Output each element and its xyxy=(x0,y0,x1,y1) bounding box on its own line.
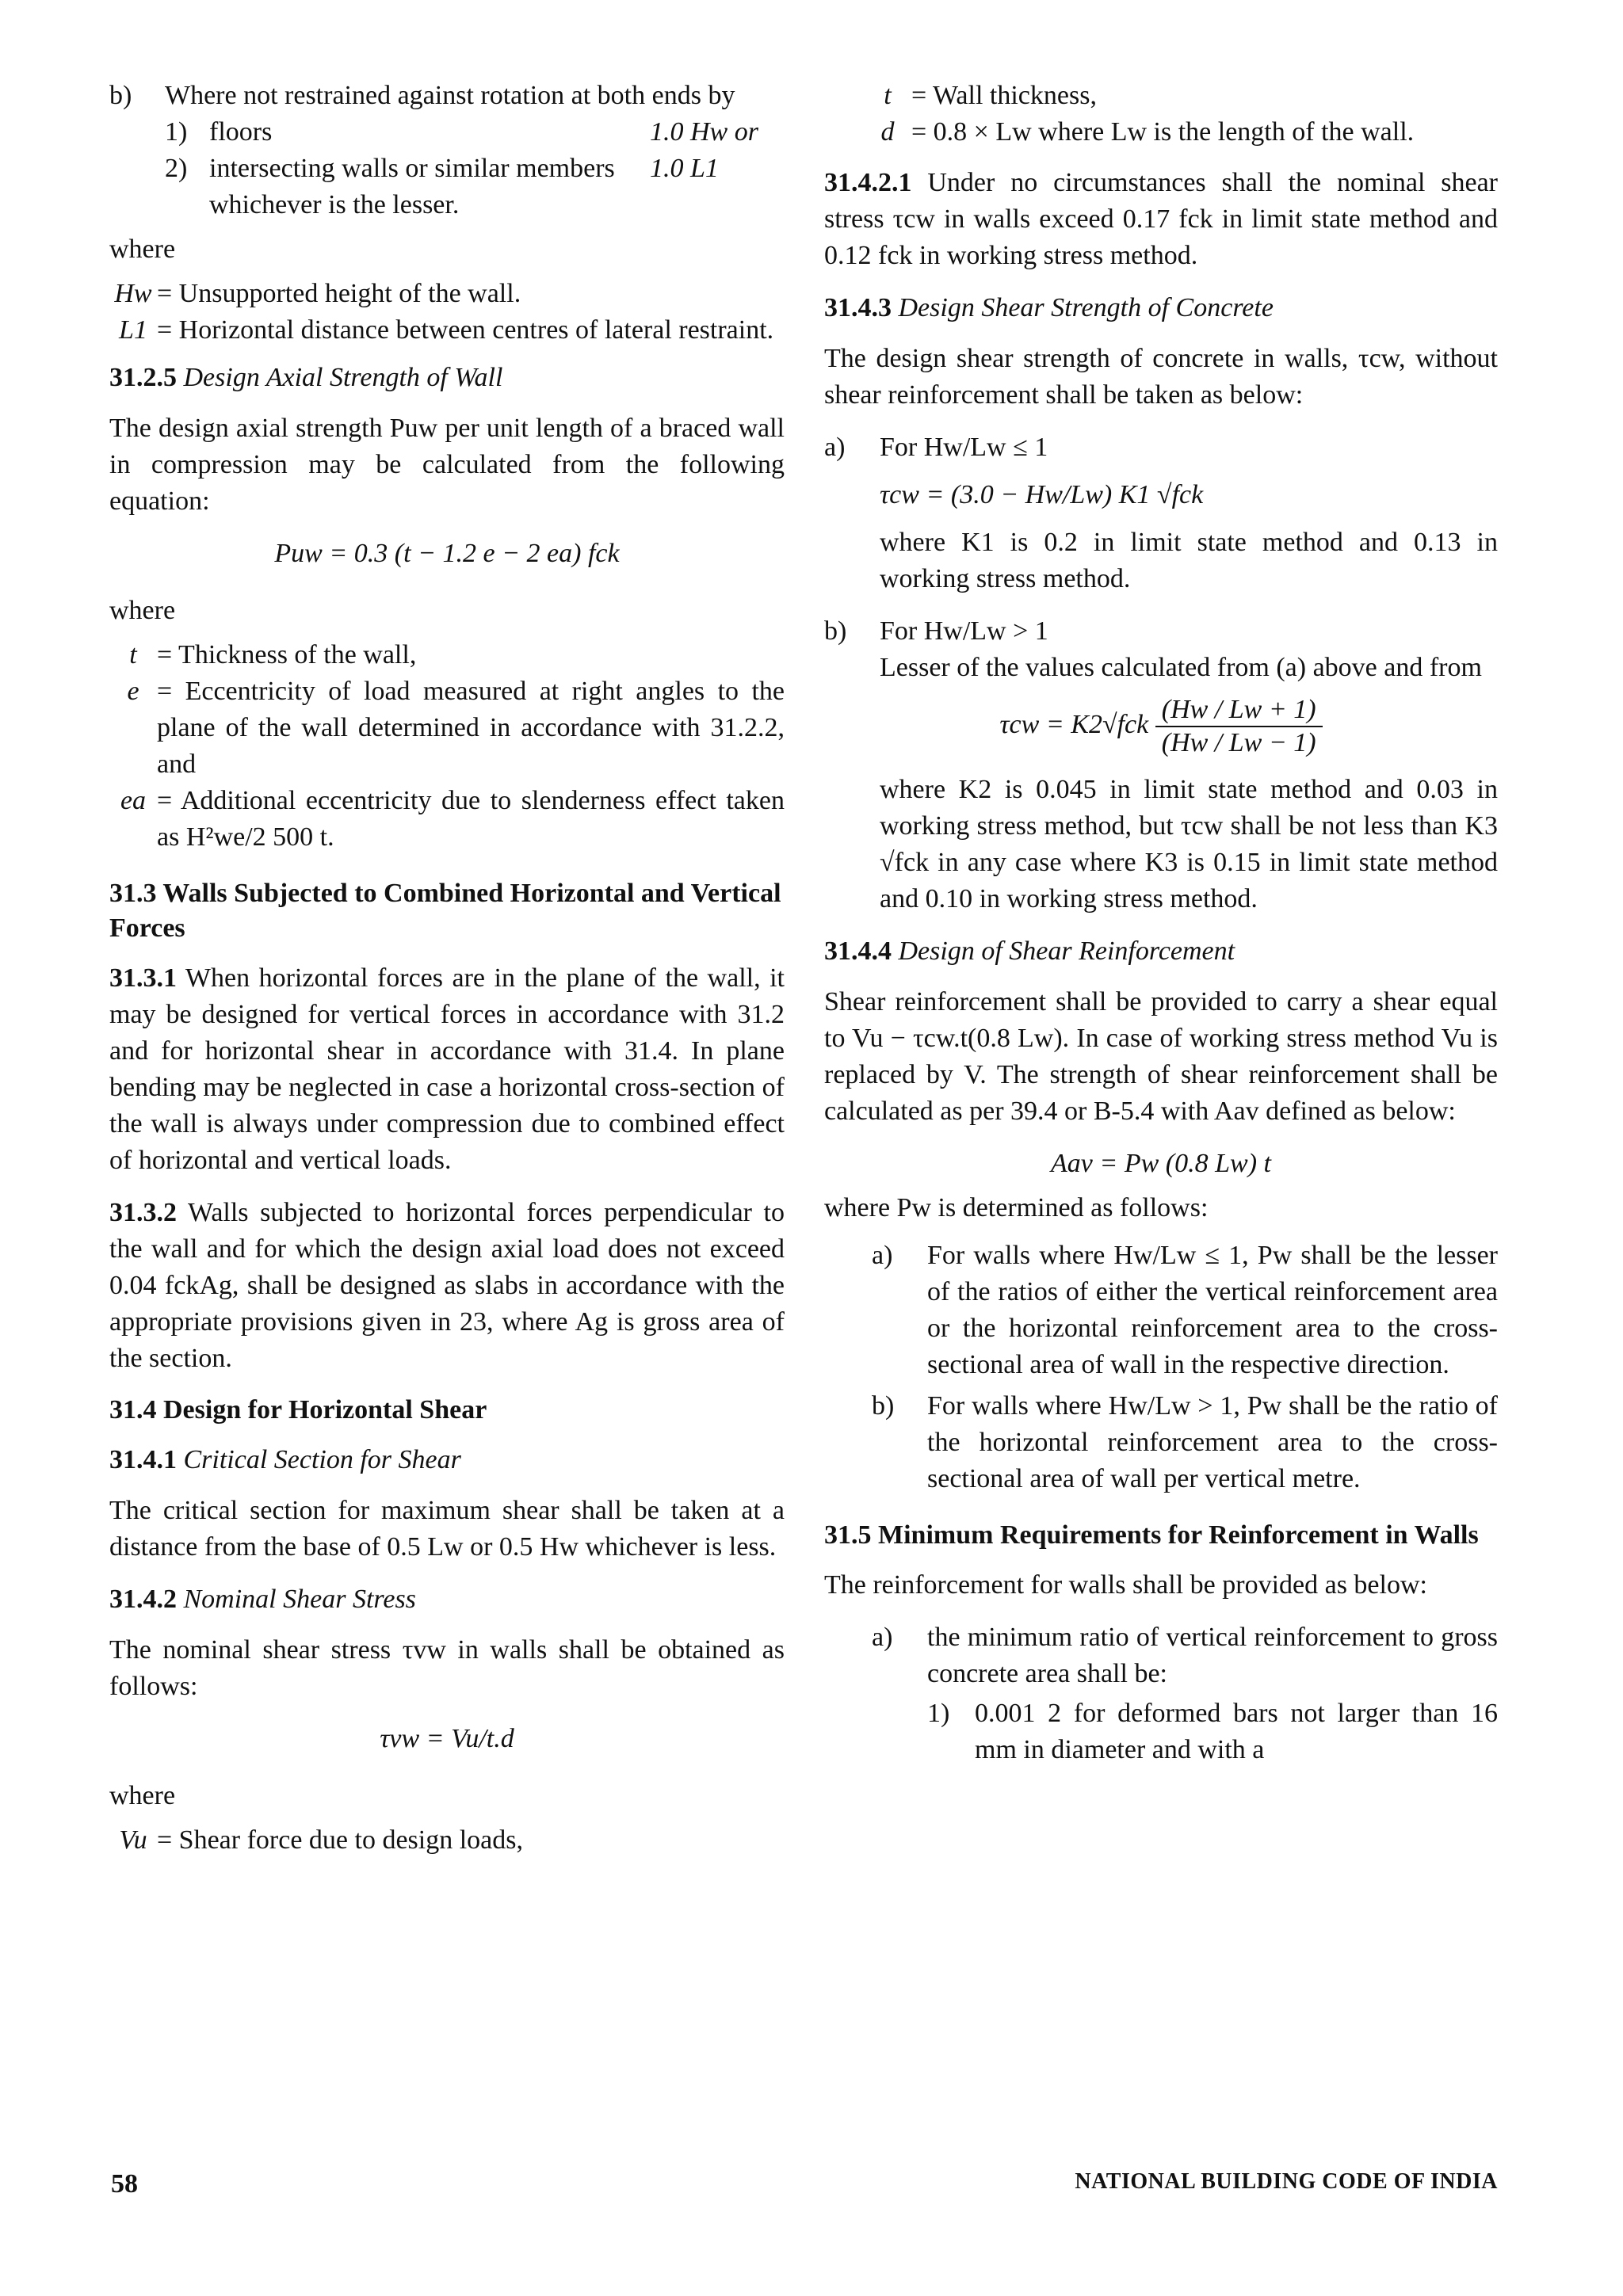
section-31-4-heading: 31.4 Design for Horizontal Shear xyxy=(109,1395,487,1425)
pw-case-a xyxy=(824,1238,1498,1383)
clause-b1-label: 1) xyxy=(165,117,188,147)
definition-hw xyxy=(109,276,785,312)
section-title: Design of Shear Reinforcement xyxy=(898,936,1235,966)
section-title: Design Shear Strength of Concrete xyxy=(898,293,1274,322)
section-31-4-2-1 xyxy=(824,165,1498,274)
shear-reinforcement-formula: Aav = Pw (0.8 Lw) t xyxy=(1051,1149,1271,1178)
definition-t-symbol: t xyxy=(129,640,137,669)
section-31-2-5-text: The design axial strength Puw per unit length of a braced wall in compression may be calculated from the following equation: xyxy=(109,414,785,516)
section-31-3-2 xyxy=(109,1195,785,1377)
req-a-1-label: 1) xyxy=(927,1699,950,1728)
pw-case-a-label: a) xyxy=(872,1241,893,1270)
clause-b1 xyxy=(109,114,785,151)
definition-t2-text: = Wall thickness, xyxy=(911,81,1097,110)
section-31-4-1-text: The critical section for maximum shear shall be taken at a distance from the base of 0.5 Lw or 0.5 Hw whichever is less. xyxy=(109,1496,785,1562)
clause-b2-label: 2) xyxy=(165,154,188,183)
nominal-shear-formula: τvw = Vu/t.d xyxy=(380,1724,514,1753)
definition-d-text: = 0.8 × Lw where Lw is the length of the wall. xyxy=(911,117,1415,147)
section-31-5-heading: 31.5 Minimum Requirements for Reinforcement in Walls xyxy=(824,1520,1479,1550)
definition-t-text: = Thickness of the wall, xyxy=(157,640,417,669)
section-31-4-2-text: The nominal shear stress τvw in walls shall be obtained as follows: xyxy=(109,1635,785,1701)
section-31-4-2-1-text: Under no circumstances shall the nominal shear stress τcw in walls exceed 0.17 fck in limit state method and 0.12 fck in working stress method. xyxy=(824,168,1499,270)
section-31-4-3-heading xyxy=(824,290,1498,326)
definition-e-text: = Eccentricity of load measured at right angles to the plane of the wall determined in accordance with 31.2.2, and xyxy=(157,677,785,779)
section-31-4-2-heading xyxy=(109,1581,785,1618)
definition-t2-symbol: t xyxy=(884,81,892,110)
section-31-3-1 xyxy=(109,960,785,1179)
pw-case-b xyxy=(824,1388,1498,1497)
section-31-5-text: The reinforcement for walls shall be provided as below: xyxy=(824,1570,1427,1600)
section-31-4-4-text: Shear reinforcement shall be provided to carry a shear equal to Vu − τcw.t(0.8 Lw). In case of working stress method Vu is replaced by V. The strength of shear reinforcement shall be calculated as per 39.4 or B-5.4 with Aav defined as below: xyxy=(824,987,1498,1126)
definition-l1-text: = Horizontal distance between centres of lateral restraint. xyxy=(157,315,774,345)
section-31-4-4-where: where Pw is determined as follows: xyxy=(824,1193,1209,1222)
section-number: 31.2.5 xyxy=(109,363,177,392)
definition-e xyxy=(109,673,785,783)
page-number: 58 xyxy=(111,2169,138,2199)
clause-b xyxy=(109,78,785,114)
section-number: 31.4.1 xyxy=(109,1445,177,1474)
section-number: 31.3.1 xyxy=(109,963,177,993)
definition-e-symbol: e xyxy=(127,677,139,706)
clause-b2-text: intersecting walls or similar members whichever is the lesser. xyxy=(209,154,615,219)
definition-l1 xyxy=(109,312,785,349)
left-column xyxy=(109,78,785,1859)
case-b-where: where K2 is 0.045 in limit state method and 0.03 in working stress method, but τcw shall be not less than K3 √fck in any case where K3 is 0.15 in limit state method and 0.10 in working stress method. xyxy=(880,775,1498,913)
definition-vu xyxy=(109,1822,785,1859)
section-31-3-1-text: When horizontal forces are in the plane of the wall, it may be designed for vertical forces in accordance with 31.2 and for horizontal shear in accordance with 31.4. In plane bending may be neglected in case a horizontal cross-section of the wall is always under compression due to combined effect of horizontal and vertical loads. xyxy=(109,963,785,1175)
definition-d xyxy=(824,114,1498,151)
case-b-label: b) xyxy=(824,616,847,646)
definition-ea xyxy=(109,783,785,856)
pw-case-b-text: For walls where Hw/Lw > 1, Pw shall be the ratio of the horizontal reinforcement area to the cross-sectional area of wall per vertical metre. xyxy=(927,1391,1498,1493)
section-number: 31.3.2 xyxy=(109,1198,177,1227)
section-number: 31.4.4 xyxy=(824,936,892,966)
case-b-text: Lesser of the values calculated from (a) above and from xyxy=(880,653,1482,682)
where-label-2: where xyxy=(109,596,176,625)
case-a-label: a) xyxy=(824,433,846,462)
case-b-condition: For Hw/Lw > 1 xyxy=(880,616,1048,646)
clause-b2-value: 1.0 L1 xyxy=(650,154,719,183)
clause-b1-text: floors xyxy=(209,117,273,147)
definition-hw-text: = Unsupported height of the wall. xyxy=(157,279,521,308)
definition-ea-text: = Additional eccentricity due to slenderness effect taken as H²we/2 500 t. xyxy=(157,786,785,852)
clause-b1-value: 1.0 Hw or xyxy=(650,117,758,147)
section-31-4-4-heading xyxy=(824,933,1498,970)
case-a xyxy=(824,429,1498,466)
case-b-fraction xyxy=(1155,694,1323,759)
section-number: 31.4.2.1 xyxy=(824,168,912,197)
section-number: 31.4.2 xyxy=(109,1585,177,1614)
pw-case-a-text: For walls where Hw/Lw ≤ 1, Pw shall be the lesser of the ratios of either the vertical reinforcement area or the horizontal reinforcement area to the cross-sectional area of wall in the respective direction. xyxy=(927,1241,1498,1379)
definition-t xyxy=(109,637,785,673)
case-a-condition: For Hw/Lw ≤ 1 xyxy=(880,433,1048,462)
where-label-3: where xyxy=(109,1781,176,1810)
definition-vu-symbol: Vu xyxy=(119,1825,147,1855)
section-31-4-3-text: The design shear strength of concrete in walls, τcw, without shear reinforcement shall be taken as below: xyxy=(824,344,1498,410)
section-title: Critical Section for Shear xyxy=(183,1445,461,1474)
case-a-where: where K1 is 0.2 in limit state method and 0.13 in working stress method. xyxy=(880,528,1498,593)
case-a-formula: τcw = (3.0 − Hw/Lw) K1 √fck xyxy=(880,480,1204,509)
axial-strength-formula: Puw = 0.3 (t − 1.2 e − 2 ea) fck xyxy=(274,539,620,568)
definition-ea-symbol: ea xyxy=(120,786,147,815)
case-b xyxy=(824,613,1498,650)
section-31-2-5-heading xyxy=(109,360,785,396)
req-a-1 xyxy=(824,1695,1498,1768)
req-a-label: a) xyxy=(872,1623,893,1652)
section-number: 31.4.3 xyxy=(824,293,892,322)
case-b-formula-lhs: τcw = K2√fck xyxy=(999,709,1149,739)
clause-b-text: Where not restrained against rotation at both ends by xyxy=(165,81,735,110)
case-b-formula xyxy=(824,694,1498,759)
section-31-3-2-text: Walls subjected to horizontal forces perpendicular to the wall and for which the design axial load does not exceed 0.04 fckAg, shall be designed as slabs in accordance with the appropriate provisions given in 23, where Ag is gross area of the section. xyxy=(109,1198,785,1373)
section-31-4-1-heading xyxy=(109,1442,785,1478)
right-column xyxy=(824,78,1498,1768)
pw-case-b-label: b) xyxy=(872,1391,895,1421)
definition-hw-symbol: Hw xyxy=(114,279,152,308)
definition-l1-symbol: L1 xyxy=(119,315,147,345)
definition-d-symbol: d xyxy=(880,117,895,147)
where-label-1: where xyxy=(109,235,176,264)
section-title: Design Axial Strength of Wall xyxy=(183,363,503,392)
definition-t2 xyxy=(824,78,1498,114)
req-a xyxy=(824,1619,1498,1692)
section-31-3-heading: 31.3 Walls Subjected to Combined Horizontal and Vertical Forces xyxy=(109,879,781,943)
publication-title: NATIONAL BUILDING CODE OF INDIA xyxy=(1075,2169,1498,2194)
req-a-text: the minimum ratio of vertical reinforcement to gross concrete area shall be: xyxy=(927,1623,1498,1688)
fraction-denominator: (Hw / Lw − 1) xyxy=(1161,728,1316,757)
req-a-1-text: 0.001 2 for deformed bars not larger than 16 mm in diameter and with a xyxy=(975,1699,1498,1764)
definition-vu-text: = Shear force due to design loads, xyxy=(157,1825,523,1855)
clause-b2 xyxy=(109,151,785,223)
section-title: Nominal Shear Stress xyxy=(183,1585,416,1614)
clause-b-label: b) xyxy=(109,81,132,110)
fraction-numerator: (Hw / Lw + 1) xyxy=(1155,694,1323,727)
